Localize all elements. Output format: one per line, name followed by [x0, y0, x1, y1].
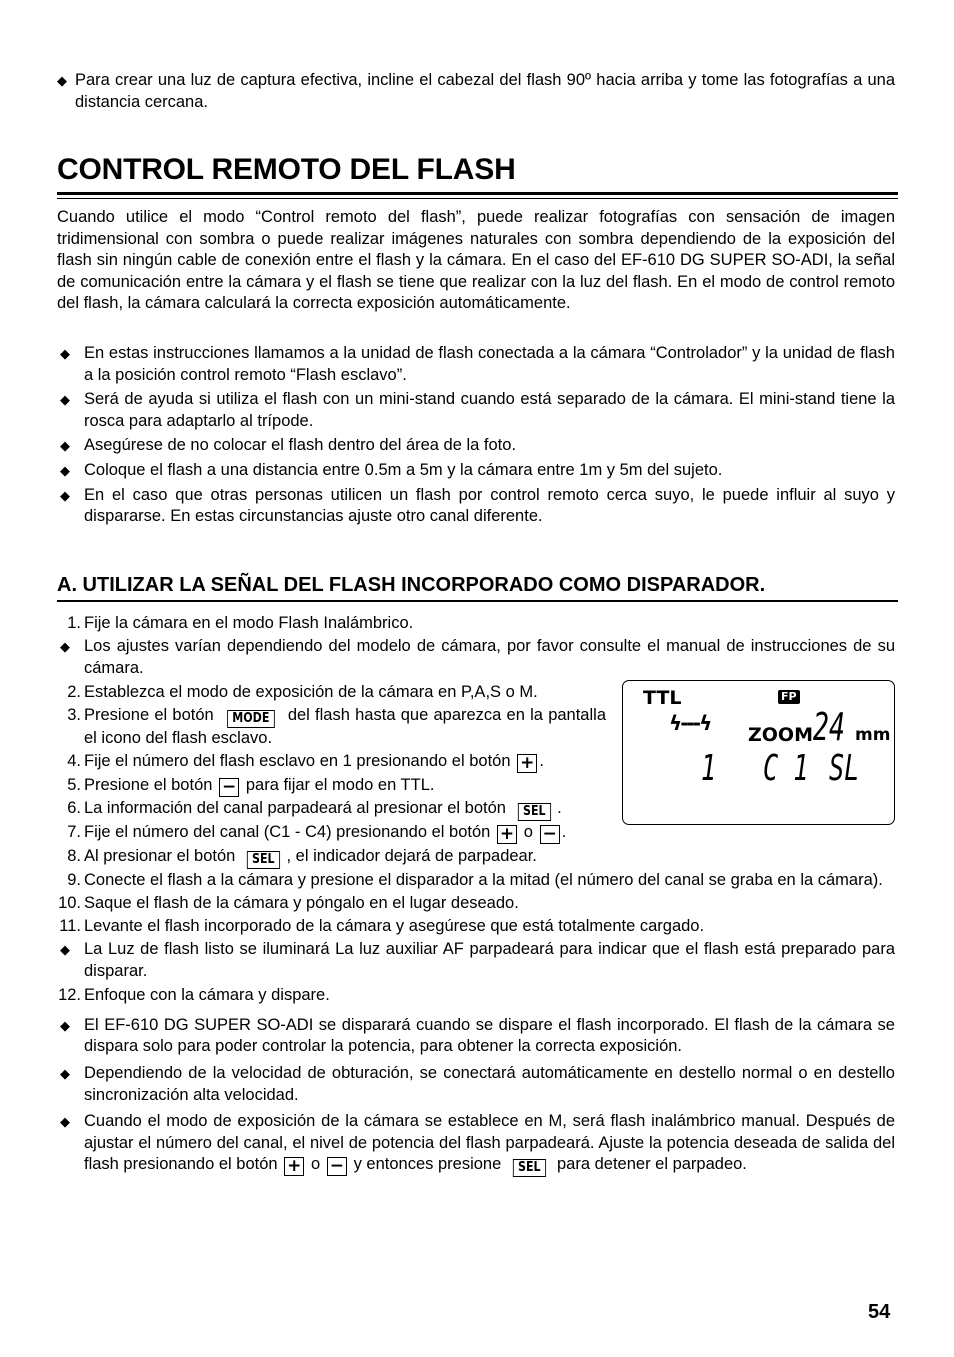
plus-button-icon: + [497, 825, 517, 844]
step-item [57, 985, 895, 1007]
step-item [57, 870, 895, 892]
page-number: 54 [868, 1301, 891, 1323]
text-segment: Fije el número del flash esclavo en 1 presionando el botón [84, 752, 516, 771]
minus-button-icon: − [219, 778, 239, 797]
text-segment: La información del canal parpadeará al presionar el botón [84, 798, 511, 817]
text-segment: Establezca el modo de exposición de la cámara en P,A,S o M. [84, 683, 538, 702]
step-number: 10. [58, 894, 81, 913]
plus-button-icon: + [284, 1157, 304, 1176]
bullet-text: Será de ayuda si utiliza el flash con un mini-stand cuando está separado de la cámara. El mini-stand tiene la rosca para adaptarlo al trípode. [84, 390, 895, 430]
diamond-bullet-icon: ◆ [60, 462, 70, 478]
text-segment: y entonces presione [349, 1155, 506, 1174]
step-item [57, 705, 895, 750]
text-segment: . [539, 752, 544, 771]
text-segment: El EF-610 DG SUPER SO-ADI se disparará cuando se dispare el flash incorporado. El flash de la cámara se dispara solo para poder controlar la potencia, para obtener la correcta exposición. [84, 1015, 895, 1056]
text-segment: Levante el flash incorporado de la cámara y asegúrese que está totalmente cargado. [84, 917, 705, 936]
section-heading: A. UTILIZAR LA SEÑAL DEL FLASH INCORPORADO COMO DISPARADOR. [57, 574, 766, 596]
step-number: 2. [67, 683, 81, 702]
section-body [57, 613, 895, 1182]
bullet-item [57, 460, 895, 482]
diamond-bullet-icon: ◆ [60, 392, 70, 408]
lcd-zoom: ZOOM [748, 724, 813, 747]
diamond-bullet-icon: ◆ [60, 346, 70, 361]
text-segment: , el indicador dejará de parpadear. [286, 846, 537, 865]
intro-paragraph: Cuando utilice el modo “Control remoto del flash”, puede realizar fotografías con sensación de imagen tridimensional con sombra o puede realizar imágenes naturales con sombra dependiendo de la exposición del flash sin ningún cable de conexión entre el flash y la cámara. En el caso del EF-610 DG SUPER SO-ADI, la señal de comunicación entre la cámara y el flash se tiene que realizar con la luz del flash. En el modo de control remoto del flash, la cámara calculará la correcta exposición automáticamente. [57, 208, 895, 313]
lcd-mm: mm [855, 725, 891, 746]
step-item [57, 798, 895, 821]
title-rule [57, 192, 898, 195]
diamond-bullet-icon: ◆ [60, 942, 70, 958]
text-segment: del flash hasta que aparezca en la pantalla el icono del flash esclavo. [84, 706, 606, 748]
step-item [57, 682, 895, 704]
page-title: CONTROL REMOTO DEL FLASH [57, 153, 516, 186]
bullet-text: En estas instrucciones llamamos a la unidad de flash conectada a la cámara “Controlador” y la unidad de flash a la posición control remoto “Flash esclavo”. [84, 344, 895, 384]
text-segment: Al presionar el botón [84, 846, 240, 865]
steps-list [57, 613, 895, 1007]
bullet-item [57, 1015, 895, 1058]
text-segment: para fijar el modo en TTL. [241, 775, 435, 794]
lcd-channel: C 1 [763, 748, 809, 790]
bullet-list-general [57, 343, 895, 531]
title-rule-thin [57, 198, 898, 199]
diamond-bullet-icon: ◆ [57, 73, 67, 88]
step-item [57, 613, 895, 635]
lcd-mode: SL [829, 748, 860, 790]
text-segment: La Luz de flash listo se iluminará La luz auxiliar AF parpadeará para indicar que el flash está preparado para disparar. [84, 940, 895, 980]
step-number: 12. [58, 986, 81, 1005]
lcd-ttl: TTL [643, 687, 682, 710]
text-segment: Dependiendo de la velocidad de obturación, se conectará automáticamente en destello normal o en destello sincronización alta velocidad. [84, 1064, 895, 1104]
minus-button-icon: − [327, 1157, 347, 1176]
step-item [57, 822, 895, 844]
bullet-item [57, 636, 895, 679]
bullet-text: Asegúrese de no colocar el flash dentro del área de la foto. [84, 436, 517, 455]
step-item [57, 846, 895, 869]
bullet-item [57, 435, 895, 457]
bullet-item [57, 485, 895, 528]
wireless-slave-icon: ϟ---ϟ [669, 711, 711, 736]
text-segment: Enfoque con la cámara y dispare. [84, 986, 330, 1005]
intro-note [57, 70, 895, 116]
section-rule [57, 600, 898, 602]
step-number: 9. [67, 871, 81, 890]
step-number: 3. [67, 706, 81, 725]
bullet-text: En el caso que otras personas utilicen un flash por control remoto cerca suyo, le puede influir al suyo y dispararse. En estas circunstancias ajuste otro canal diferente. [84, 485, 895, 526]
text-segment: Presione el botón [84, 775, 218, 794]
text-segment: . [557, 798, 562, 817]
step-item [57, 916, 895, 938]
diamond-bullet-icon: ◆ [60, 1114, 70, 1130]
step-item [57, 751, 895, 773]
bullet-item [57, 389, 895, 432]
text-segment: o [519, 823, 538, 842]
text-segment: Fije el número del canal (C1 - C4) presionando el botón [84, 823, 495, 842]
diamond-bullet-icon: ◆ [60, 1017, 70, 1033]
step-item [57, 775, 895, 797]
step-number: 8. [67, 846, 81, 865]
mode-button-icon: MODE [227, 710, 274, 728]
diamond-bullet-icon: ◆ [60, 438, 70, 454]
diamond-bullet-icon: ◆ [60, 638, 70, 654]
step-number: 6. [67, 798, 81, 817]
step-number: 4. [67, 752, 81, 771]
bullet-item [57, 1063, 895, 1106]
bullet-item [57, 343, 895, 386]
lcd-fp-badge: FP [778, 690, 800, 704]
text-segment: Presione el botón [84, 706, 219, 725]
sel-button-icon: SEL [247, 851, 280, 869]
text-segment: Conecte el flash a la cámara y presione el disparador a la mitad (el número del canal se graba en la cámara). [84, 871, 883, 890]
intro-bullet-text: Para crear una luz de captura efectiva, incline el cabezal del flash 90º hacia arriba y tome las fotografías a una distancia cercana. [75, 71, 895, 111]
bullet-text: Coloque el flash a una distancia entre 0.5m a 5m y la cámara entre 1m y 5m del sujeto. [84, 460, 723, 479]
text-segment: Fije la cámara en el modo Flash Inalámbrico. [84, 614, 414, 632]
text-segment: Saque el flash de la cámara y póngalo en el lugar deseado. [84, 894, 519, 913]
step-number: 1. [67, 614, 81, 632]
sel-button-icon: SEL [517, 803, 550, 821]
diamond-bullet-icon: ◆ [60, 1066, 70, 1082]
step-number: 7. [67, 823, 81, 842]
text-segment: Cuando el modo de exposición de la cámara se establece en M, será flash inalámbrico manual. Después de ajustar el número del canal, el nivel de potencia del flash parpadeará. Ajuste la potencia deseada de salida del flash presionando el botón [84, 1112, 895, 1174]
step-number: 11. [59, 917, 81, 936]
plus-button-icon: + [517, 754, 537, 773]
bullet-item [57, 1111, 895, 1177]
sel-button-icon: SEL [513, 1159, 546, 1177]
text-segment: para detener el parpadeo. [552, 1155, 747, 1174]
minus-button-icon: − [540, 825, 560, 844]
lcd-slave-number: 1 [701, 748, 717, 790]
bullet-list-notes [57, 1015, 895, 1178]
text-segment: o [306, 1155, 325, 1174]
text-segment: Los ajustes varían dependiendo del modelo de cámara, por favor consulte el manual de instrucciones de su cámara. [84, 636, 895, 677]
diamond-bullet-icon: ◆ [60, 487, 70, 503]
step-item [57, 893, 895, 915]
lcd-focal: 24 [813, 705, 846, 750]
bullet-item [57, 939, 895, 982]
text-segment: . [561, 823, 567, 842]
step-number: 5. [67, 775, 81, 794]
